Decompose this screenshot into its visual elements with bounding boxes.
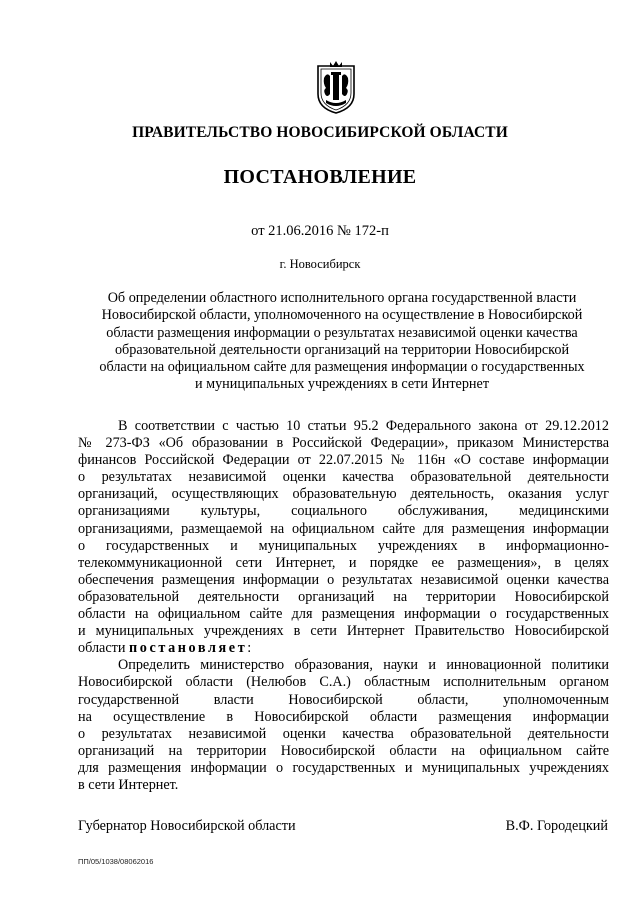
- decree-word: постановляет: [128, 640, 248, 657]
- coat-of-arms-icon: [316, 60, 356, 114]
- subject-line: области на официальном сайте для размещения информации о государственных: [99, 359, 585, 376]
- body-line: о государственных и муниципальных учреждениях в информационно-: [78, 537, 609, 554]
- body-line-suffix: :: [247, 640, 252, 657]
- body-line-prefix: области: [78, 640, 129, 657]
- body-line: организаций на территории Новосибирской области на официальном сайте: [78, 742, 609, 759]
- signatory-name: В.Ф. Городецкий: [505, 818, 608, 834]
- document-body: [78, 418, 609, 794]
- document-type: ПОСТАНОВЛЕНИЕ: [223, 166, 417, 188]
- body-line: и муниципальных учреждениях в сети Интернет Правительство Новосибирской: [78, 623, 609, 640]
- government-title: ПРАВИТЕЛЬСТВО НОВОСИБИРСКОЙ ОБЛАСТИ: [132, 124, 508, 141]
- subject-line: Об определении областного исполнительного органа государственной власти: [107, 290, 577, 306]
- body-line: организациями, размещаемой на официальном сайте для размещения информации: [78, 520, 609, 537]
- body-line: в сети Интернет.: [78, 776, 179, 793]
- body-line: о результатах независимой оценки качества образовательной деятельности: [78, 725, 609, 742]
- body-line: обеспечения размещения информации о результатах независимой оценки качества: [78, 571, 609, 588]
- signatory-position: Губернатор Новосибирской области: [78, 818, 296, 834]
- body-line: для размещения информации о государственных и муниципальных учреждениях: [78, 759, 609, 776]
- body-line: телекоммуникационной сети Интернет, и порядке ее размещения», в целях: [78, 554, 609, 571]
- document-subject: [82, 290, 602, 394]
- subject-line: области размещения информации о результатах независимой оценки качества: [106, 324, 578, 341]
- body-line: о результатах независимой оценки качества образовательной деятельности: [78, 469, 609, 486]
- body-line: на осуществление в Новосибирской области размещения информации: [78, 708, 609, 725]
- body-line: организациями культуры, социального обслуживания, медицинскими: [78, 503, 609, 520]
- body-line: № 273-ФЗ «Об образовании в Российской Федерации», приказом Министерства: [78, 435, 609, 452]
- body-line: образовательной деятельности организаций на территории Новосибирской: [78, 588, 609, 605]
- body-line: области на официальном сайте для размещения информации о государственных: [78, 606, 609, 623]
- body-line: государственной власти Новосибирской области, уполномоченным: [78, 691, 609, 708]
- document-code: ПП/05/1038/08062016: [78, 857, 154, 866]
- document-date-number: от 21.06.2016 № 172-п: [251, 223, 389, 239]
- document-city: г. Новосибирск: [279, 257, 361, 271]
- subject-line: образовательной деятельности организаций на территории Новосибирской: [114, 341, 570, 358]
- body-line: Новосибирской области (Нелюбов С.А.) областным исполнительным органом: [78, 674, 609, 691]
- body-line: финансов Российской Федерации от 22.07.2015 № 116н «О составе информации: [78, 452, 609, 469]
- body-line: Определить министерство образования, науки и инновационной политики: [118, 657, 609, 674]
- subject-line: и муниципальных учреждениях в сети Интернет: [194, 376, 490, 393]
- body-line: В соответствии с частью 10 статьи 95.2 Федерального закона от 29.12.2012: [118, 418, 609, 434]
- decree-line: [78, 640, 609, 657]
- subject-line: Новосибирской области, уполномоченного на осуществление в Новосибирской: [101, 307, 583, 324]
- body-line: организаций, осуществляющих образовательную деятельность, оказания услуг: [78, 486, 609, 503]
